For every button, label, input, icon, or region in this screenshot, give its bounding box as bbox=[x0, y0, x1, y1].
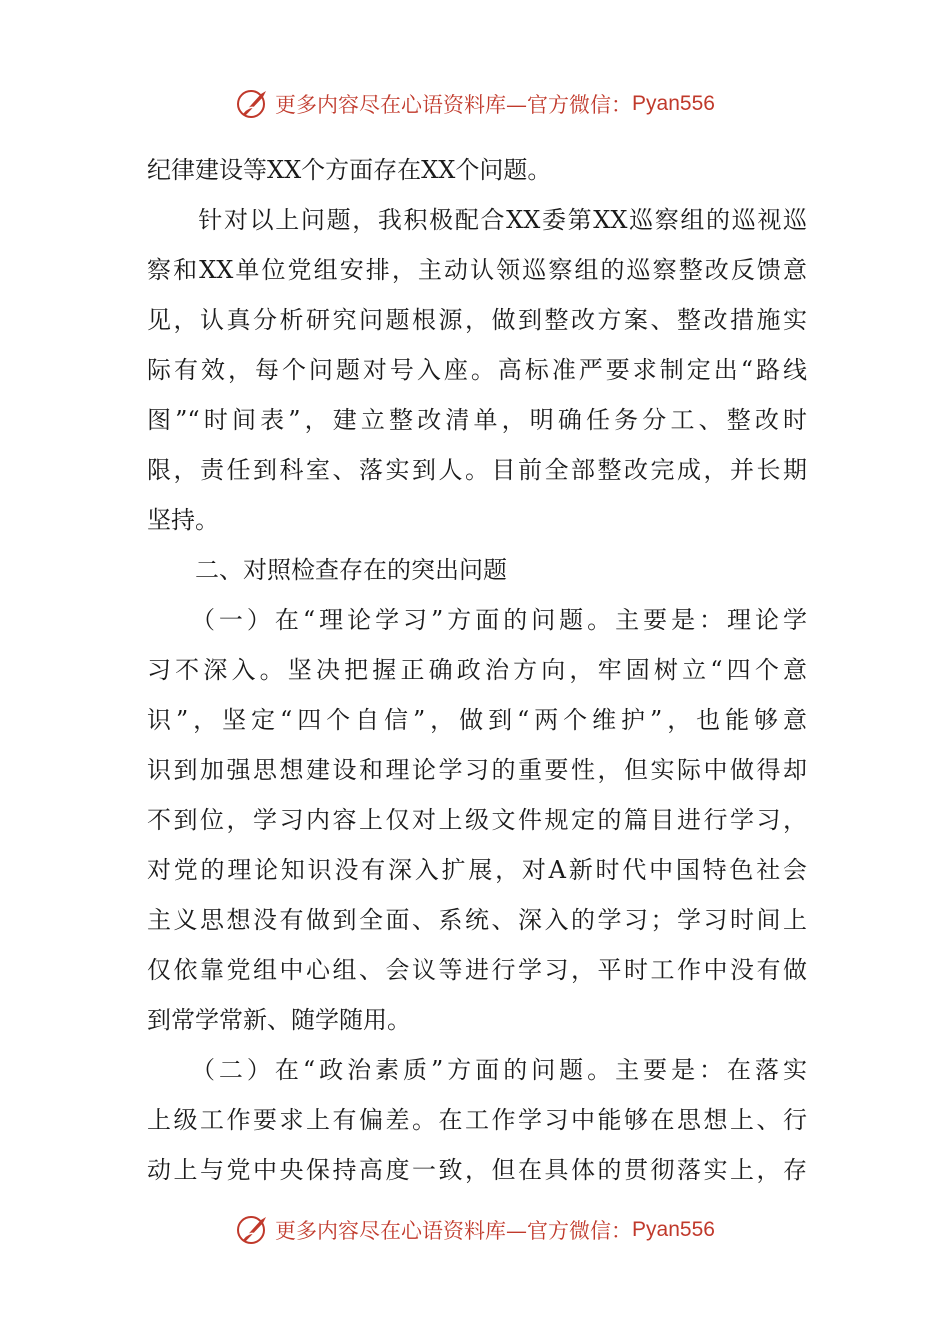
footer-watermark-banner bbox=[0, 1210, 950, 1250]
text-line: 习不深入。坚决把握正确政治方向，牢固树立“四个意 bbox=[147, 656, 807, 684]
pen-logo-icon bbox=[235, 86, 271, 122]
text-line: 到常学常新、随学随用。 bbox=[147, 1006, 411, 1034]
text-line: 限，责任到科室、落实到人。目前全部整改完成，并长期 bbox=[147, 456, 807, 484]
text-line: 对党的理论知识没有深入扩展，对A新时代中国特色社会 bbox=[147, 856, 807, 884]
text-line: 察和XX单位党组安排，主动认领巡察组的巡察整改反馈意 bbox=[147, 256, 807, 284]
text-line: 动上与党中央保持高度一致，但在具体的贯彻落实上，存 bbox=[147, 1156, 807, 1184]
text-line: 坚持。 bbox=[147, 506, 219, 534]
banner-text: 更多内容尽在心语资料库—官方微信： bbox=[275, 93, 633, 117]
banner-wechat-id: Pyan556 bbox=[632, 1218, 715, 1241]
header-watermark-banner bbox=[0, 84, 950, 124]
banner-wechat-id: Pyan556 bbox=[632, 92, 715, 115]
text-line: 图”“时间表”，建立整改清单，明确任务分工、整改时 bbox=[147, 406, 807, 434]
text-line: 见，认真分析研究问题根源，做到整改方案、整改措施实 bbox=[147, 306, 807, 334]
document-body bbox=[147, 145, 807, 1195]
section-heading: 二、对照检查存在的突出问题 bbox=[147, 556, 507, 584]
text-line: 际有效，每个问题对号入座。高标准严要求制定出“路线 bbox=[147, 356, 807, 384]
text-line: 主义思想没有做到全面、系统、深入的学习；学习时间上 bbox=[147, 906, 807, 934]
text-line: 仅依靠党组中心组、会议等进行学习，平时工作中没有做 bbox=[147, 956, 807, 984]
text-line: 不到位，学习内容上仅对上级文件规定的篇目进行学习， bbox=[147, 806, 807, 834]
text-line: 识”，坚定“四个自信”，做到“两个维护”，也能够意 bbox=[147, 706, 807, 734]
text-line: （二）在“政治素质”方面的问题。主要是：在落实 bbox=[147, 1056, 807, 1084]
pen-logo-icon bbox=[235, 1212, 271, 1248]
text-line: 识到加强思想建设和理论学习的重要性，但实际中做得却 bbox=[147, 756, 807, 784]
text-line: 针对以上问题，我积极配合XX委第XX巡察组的巡视巡 bbox=[147, 206, 807, 234]
text-line: 上级工作要求上有偏差。在工作学习中能够在思想上、行 bbox=[147, 1106, 807, 1134]
banner-text: 更多内容尽在心语资料库—官方微信： bbox=[275, 1219, 633, 1243]
text-line: （一）在“理论学习”方面的问题。主要是：理论学 bbox=[147, 606, 807, 634]
text-line: 纪律建设等XX个方面存在XX个问题。 bbox=[147, 156, 552, 184]
